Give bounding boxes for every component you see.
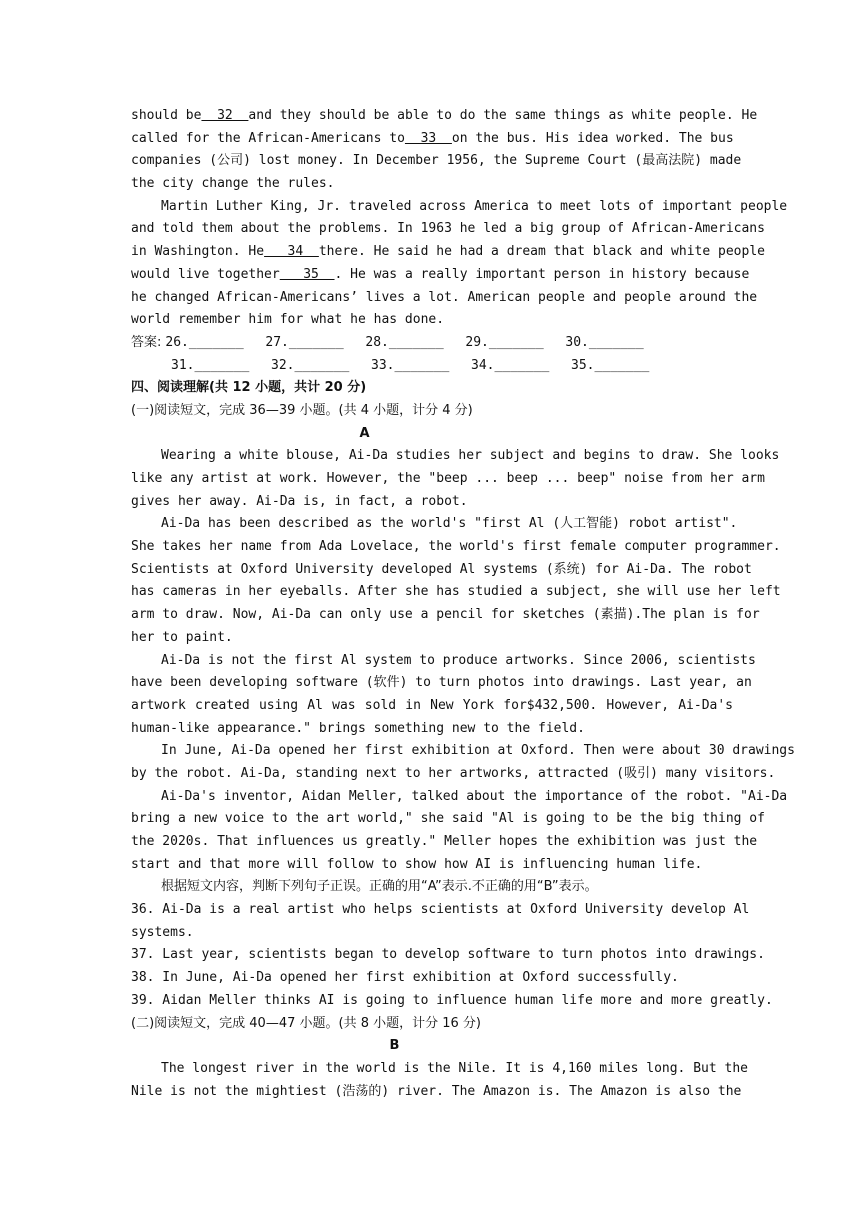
passage-line: like any artist at work. However, the "beep ... beep ... beep" noise from her arm bbox=[131, 471, 765, 486]
instruction: 根据短文内容，判断下列句子正误。正确的用“A”表示.不正确的用“B”表示。 bbox=[161, 879, 598, 895]
passage-line: human-like appearance." brings something new to the field. bbox=[131, 720, 585, 736]
answer-row-2 bbox=[131, 355, 733, 378]
passage-line: artwork created using Al was sold in New York for$432,500. However, Ai-Da's bbox=[131, 697, 733, 713]
cloze-line: and told them about the problems. In 1963 he led a big group of African-Americans bbox=[131, 221, 765, 237]
passage-line: Ai-Da has been described as the world's "first Al (人工智能) robot artist". bbox=[161, 516, 738, 532]
question-36: 36. Ai-Da is a real artist who helps scientists at Oxford University develop Al bbox=[131, 902, 750, 918]
passage-line: has cameras in her eyeballs. After she has studied a subject, she will use her left bbox=[131, 584, 781, 600]
text: . He was a really important person in history because bbox=[334, 266, 750, 282]
section-title: 四、阅读理解(共 12 小题，共计 20 分) bbox=[131, 380, 367, 396]
passage-line: Scientists at Oxford University developed Al systems (系统) for Ai-Da. The robot bbox=[131, 561, 752, 577]
text: and they should be able to do the same things as white people. He bbox=[248, 108, 758, 123]
cloze-line: companies (公司) lost money. In December 1956, the Supreme Court (最高法院) made bbox=[131, 153, 742, 169]
answer-label: 答案: bbox=[131, 334, 162, 350]
part-intro: (二)阅读短文，完成 40—47 小题。(共 8 小题，计分 16 分) bbox=[131, 1015, 481, 1031]
passage-line: by the robot. Ai-Da, standing next to her artworks, attracted (吸引) many visitors. bbox=[131, 765, 776, 781]
text-column bbox=[131, 105, 795, 1103]
text: on the bus. His idea worked. The bus bbox=[451, 130, 734, 146]
cloze-line: world remember him for what he has done. bbox=[131, 312, 445, 328]
passage-line: Wearing a white blouse, Ai-Da studies her subject and begins to draw. She looks bbox=[161, 448, 780, 464]
answer-blank: 27._______ bbox=[265, 334, 344, 350]
passage-line: gives her away. Ai-Da is, in fact, a robot. bbox=[131, 493, 468, 509]
answer-blank: 30._______ bbox=[565, 334, 644, 350]
answer-blank: 28._______ bbox=[365, 334, 444, 350]
text: called for the African-Americans to bbox=[131, 130, 405, 146]
passage-line: have been developing software (软件) to turn photos into drawings. Last year, an bbox=[131, 675, 752, 691]
cloze-line: Martin Luther King, Jr. traveled across America to meet lots of important people bbox=[161, 198, 788, 214]
passage-line: She takes her name from Ada Lovelace, the world's first female computer programmer. bbox=[131, 539, 781, 555]
text: there. He said he had a dream that black and white people bbox=[318, 244, 765, 260]
passage-line: In June, Ai-Da opened her first exhibition at Oxford. Then were about 30 drawings bbox=[161, 743, 795, 759]
answer-blank: 34._______ bbox=[471, 357, 550, 373]
answer-blank: 29._______ bbox=[465, 334, 544, 350]
cloze-line bbox=[131, 128, 733, 151]
passage-line: arm to draw. Now, Ai-Da can only use a pencil for sketches (素描).The plan is for bbox=[131, 607, 760, 623]
cloze-line bbox=[131, 264, 750, 287]
cloze-line bbox=[131, 105, 758, 128]
text: in Washington. He bbox=[131, 244, 265, 260]
answer-blank: 35._______ bbox=[571, 357, 650, 373]
answer-blank: 32._______ bbox=[271, 357, 350, 373]
passage-letter: B bbox=[389, 1038, 400, 1054]
passage-line: The longest river in the world is the Nile. It is 4,160 miles long. But the bbox=[161, 1060, 748, 1076]
passage-line: the 2020s. That influences us greatly." Meller hopes the exhibition was just the bbox=[131, 834, 758, 849]
blank-35: 35 bbox=[279, 266, 335, 282]
question-37: 37. Last year, scientists began to develop software to turn photos into drawings. bbox=[131, 947, 765, 963]
passage-line: Ai-Da's inventor, Aidan Meller, talked about the importance of the robot. "Ai-Da bbox=[161, 788, 788, 804]
part-intro: (一)阅读短文，完成 36—39 小题。(共 4 小题，计分 4 分) bbox=[131, 402, 473, 418]
passage-line: her to paint. bbox=[131, 629, 233, 645]
blank-33: 33 bbox=[404, 130, 452, 146]
passage-line: bring a new voice to the art world," she said "Al is going to be the big thing of bbox=[131, 811, 765, 827]
passage-line: Ai-Da is not the first Al system to produce artworks. Since 2006, scientists bbox=[161, 652, 756, 668]
passage-line: start and that more will follow to show how AI is influencing human life. bbox=[131, 856, 703, 872]
cloze-line bbox=[131, 241, 765, 264]
blank-34: 34 bbox=[264, 244, 319, 260]
question-38: 38. In June, Ai-Da opened her first exhibition at Oxford successfully. bbox=[131, 970, 679, 986]
passage-line: Nile is not the mightiest (浩荡的) river. The Amazon is. The Amazon is also the bbox=[131, 1083, 742, 1099]
passage-letter: A bbox=[359, 425, 370, 441]
answer-blank: 33._______ bbox=[371, 357, 450, 373]
question-39: 39. Aidan Meller thinks AI is going to influence human life more and more greatly. bbox=[131, 992, 773, 1008]
answer-row-1 bbox=[131, 332, 733, 355]
cloze-line: he changed African-Americans’ lives a lot. American people and people around the bbox=[131, 289, 758, 305]
answer-blank: 26._______ bbox=[165, 334, 244, 350]
question-36-cont: systems. bbox=[131, 924, 194, 940]
text: would live together bbox=[131, 266, 280, 282]
text: should be bbox=[131, 108, 202, 123]
answer-blank: 31._______ bbox=[171, 357, 250, 373]
blank-32: 32 bbox=[201, 108, 249, 123]
cloze-line: the city change the rules. bbox=[131, 176, 335, 192]
